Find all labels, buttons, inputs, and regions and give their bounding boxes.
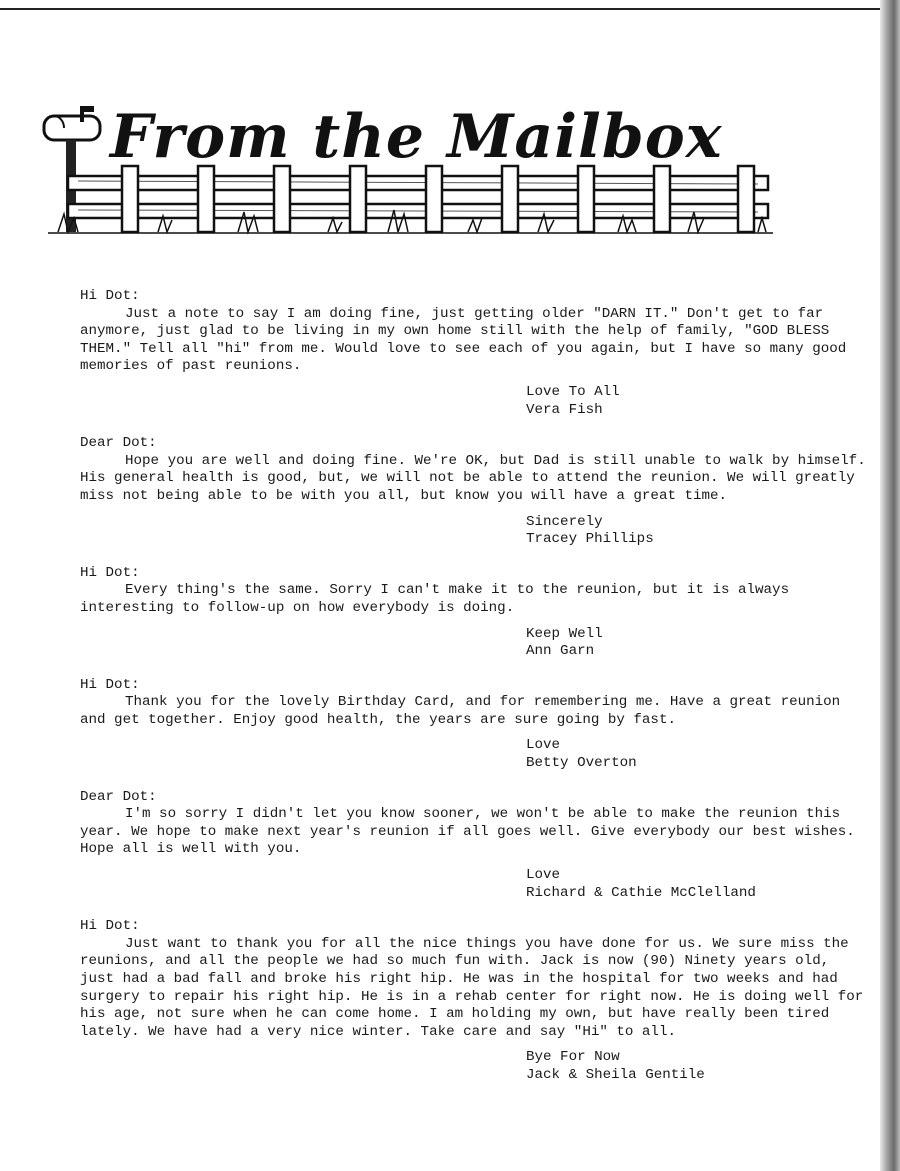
letter-closing: Love	[526, 867, 561, 884]
page-title: From the Mailbox	[110, 102, 723, 172]
letter-closing: Love	[526, 737, 561, 754]
letters-list	[80, 288, 875, 1085]
letter-closing-block	[526, 867, 870, 902]
letter-body: Thank you for the lovely Birthday Card, and for remembering me. Have a great reunion and get together. Enjoy good health, the years are sure going by fast.	[80, 694, 849, 728]
letter-closing: Love To All	[526, 383, 620, 400]
letter-signature: Richard & Cathie McClelland	[526, 884, 756, 901]
letter-1	[80, 288, 870, 419]
letter-closing: Bye For Now	[526, 1049, 620, 1066]
letter-greeting: Hi Dot:	[80, 918, 140, 935]
letter-6	[80, 918, 870, 1084]
letter-body: Hope you are well and doing fine. We're OK, but Dad is still unable to walk by himself. His general health is good, but, we will not be able to attend the reunion. We will greatly miss not being able to be with you all, but know you will have a great time.	[80, 452, 875, 504]
letter-greeting: Hi Dot:	[80, 564, 140, 581]
letter-closing-block	[526, 626, 870, 661]
letter-2	[80, 435, 875, 549]
letter-body: Just a note to say I am doing fine, just getting older "DARN IT." Don't get to far anymore, just glad to be living in my own home still with the help of family, "GOD BLESS THEM." Tell all "hi" from me. Would love to see each of you again, but I have so many good memories of past reunions.	[80, 305, 855, 375]
letter-signature: Ann Garn	[526, 643, 595, 660]
letter-body: Every thing's the same. Sorry I can't make it to the reunion, but it is always interesting to follow-up on how everybody is doing.	[80, 582, 798, 616]
letter-closing-block	[526, 737, 870, 772]
letter-body: I'm so sorry I didn't let you know sooner, we won't be able to make the reunion this year. We hope to make next year's reunion if all goes well. Give everybody our best wishes. Hope all is well with you.	[80, 806, 864, 858]
letter-closing-block	[526, 1049, 870, 1084]
letter-greeting: Hi Dot:	[80, 676, 140, 693]
page-edge-shadow	[880, 0, 900, 1171]
letter-signature: Vera Fish	[526, 401, 603, 418]
top-rule	[0, 8, 880, 10]
letter-closing-block	[526, 384, 870, 419]
masthead-banner	[38, 92, 778, 242]
letter-greeting: Dear Dot:	[80, 788, 157, 805]
letter-closing: Keep Well	[526, 625, 603, 642]
letter-greeting: Dear Dot:	[80, 435, 157, 452]
letter-signature: Jack & Sheila Gentile	[526, 1066, 705, 1083]
letter-greeting: Hi Dot:	[80, 288, 140, 304]
letter-3	[80, 565, 870, 661]
letter-signature: Tracey Phillips	[526, 531, 654, 548]
letter-5	[80, 789, 870, 903]
letter-4	[80, 677, 870, 773]
letter-closing-block	[526, 514, 870, 549]
letter-body: Just want to thank you for all the nice things you have done for us. We sure miss the reunions, and all the people we had so much fun with. Jack is now (90) Ninety years old, just had a bad fall and broke his right hip. He was in the hospital for two weeks and had surgery to repair his right hip. He is in a rehab center for right now. He is doing well for his age, not sure when he can come home. I am holding my own, but have really been tired lately. We have had a very nice winter. Take care and say "Hi" to all.	[80, 935, 872, 1040]
letter-closing: Sincerely	[526, 513, 603, 530]
letter-signature: Betty Overton	[526, 755, 637, 772]
